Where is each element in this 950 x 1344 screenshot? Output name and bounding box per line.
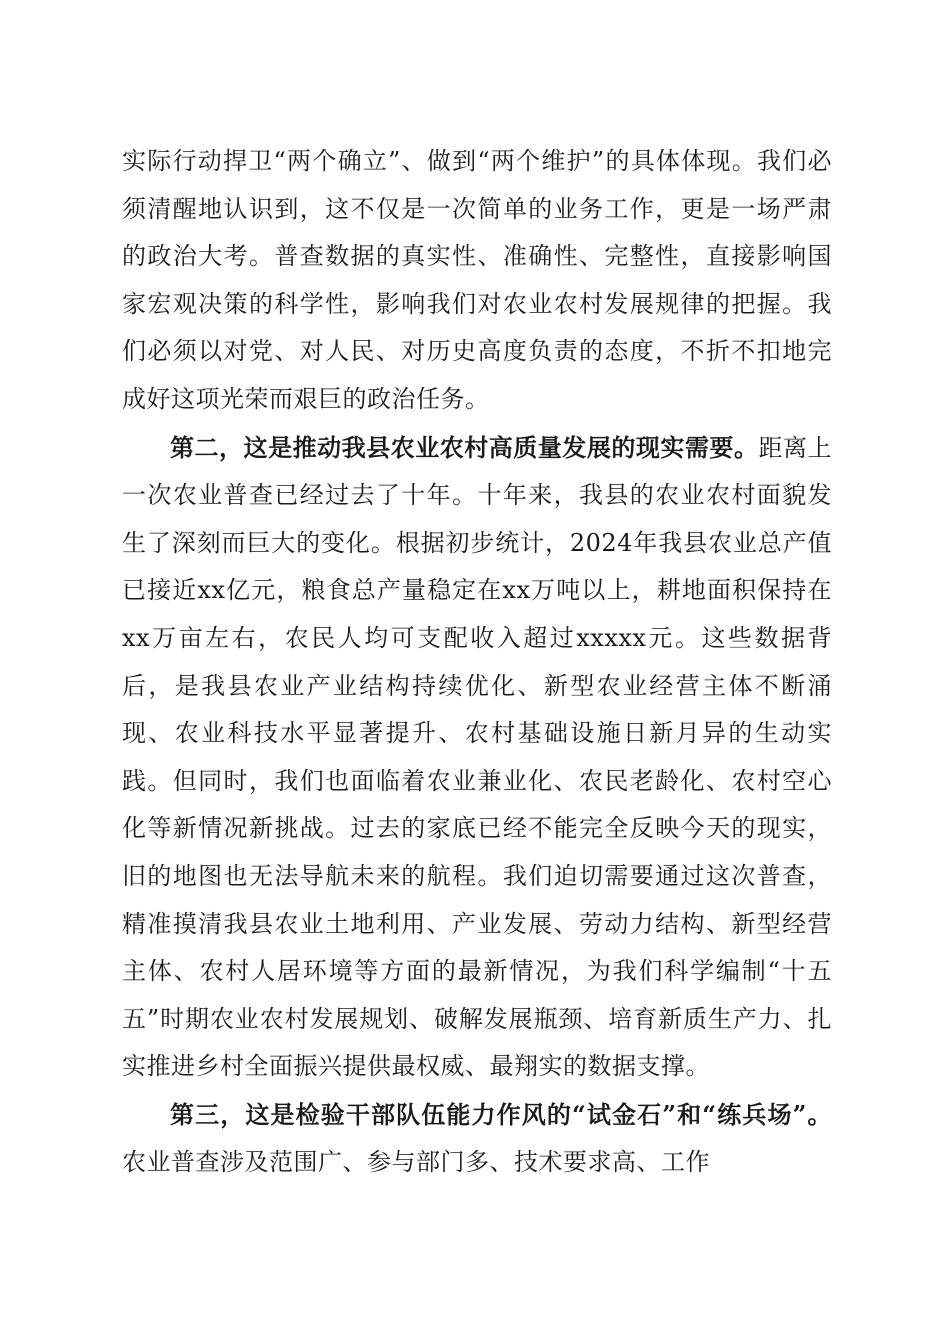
paragraph-3-text: 农业普查涉及范围广、参与部门多、技术要求高、工作 (122, 1148, 710, 1177)
paragraph-2-text: 距离上一次农业普查已经过去了十年。十年来，我县的农业农村面貌发生了深刻而巨大的变化。根据初步统计，2024年我县农业总产值已接近xx亿元，粮食总产量稳定在xx万吨以上，耕地面积保持在xx万亩左右，农民人均可支配收入超过xxxxx元。这些数据背后，是我县农业产业结构持续优化、新型农业经营主体不断涌现、农业科技水平显著提升、农村基础设施日新月异的生动实践。但同时，我们也面临着农业兼业化、农民老龄化、农村空心化等新情况新挑战。过去的家底已经不能完全反映今天的现实，旧的地图也无法导航未来的航程。我们迫切需要通过这次普查，精准摸清我县农业土地利用、产业发展、劳动力结构、新型经营主体、农村人居环境等方面的最新情况，为我们科学编制“十五五”时期农业农村发展规划、破解发展瓶颈、培育新质生产力、扎实推进乡村全面振兴提供最权威、最翔实的数据支撑。 (122, 433, 833, 1081)
body-text (122, 138, 832, 1187)
paragraph-2 (122, 424, 832, 1091)
paragraph-1 (122, 138, 832, 424)
paragraph-1-text: 实际行动捍卫“两个确立”、做到“两个维护”的具体体现。我们必须清醒地认识到，这不仅是一次简单的业务工作，更是一场严肃的政治大考。普查数据的真实性、准确性、完整性，直接影响国家宏观决策的科学性，影响我们对农业农村发展规律的把握。我们必须以对党、对人民、对历史高度负责的态度，不折不扣地完成好这项光荣而艰巨的政治任务。 (122, 147, 832, 413)
paragraph-3 (122, 1091, 832, 1187)
paragraph-3-lead: 第三，这是检验干部队伍能力作风的“试金石”和“练兵场”。 (170, 1099, 832, 1129)
paragraph-2-lead: 第二，这是推动我县农业农村高质量发展的现实需要。 (170, 432, 759, 462)
